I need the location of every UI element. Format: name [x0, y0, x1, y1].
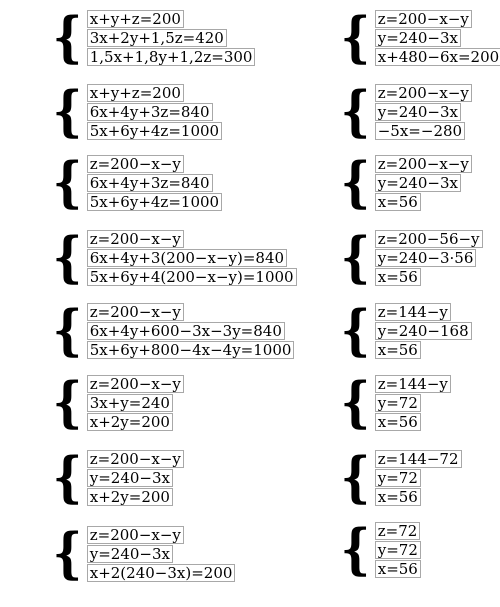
equation: 6x+4y+600−3x−3y=840	[87, 322, 285, 340]
equation-list	[87, 526, 236, 583]
brace-icon: {	[52, 78, 83, 143]
brace-icon: {	[340, 149, 371, 214]
right-system-2	[338, 78, 472, 143]
left-system-7	[50, 444, 184, 509]
equation-list	[375, 84, 472, 141]
brace-icon: {	[52, 224, 83, 289]
equation-list	[375, 230, 483, 287]
equation: z=144−y	[375, 303, 451, 321]
equation: 3x+2y+1,5z=420	[87, 29, 227, 47]
brace-icon: {	[52, 4, 83, 69]
equation: x+2y=200	[87, 488, 173, 506]
equation: y=72	[375, 394, 421, 412]
right-system-3	[338, 149, 472, 214]
equation: z=200−x−y	[87, 230, 184, 248]
equation: z=200−x−y	[375, 84, 472, 102]
equation: z=200−x−y	[87, 375, 184, 393]
equation-list	[375, 155, 472, 212]
equation: y=72	[375, 469, 421, 487]
right-system-6	[338, 369, 451, 434]
equation: x=56	[375, 413, 421, 431]
brace-icon: {	[52, 297, 83, 362]
equation-list	[375, 303, 472, 360]
brace-icon: {	[52, 149, 83, 214]
equation: 5x+6y+4z=1000	[87, 122, 222, 140]
right-system-7	[338, 444, 462, 509]
equation-list	[87, 303, 295, 360]
left-system-3	[50, 149, 222, 214]
equation: 6x+4y+3z=840	[87, 103, 213, 121]
brace-icon: {	[52, 520, 83, 585]
brace-icon: {	[340, 4, 371, 69]
equation: y=240−3·56	[375, 249, 477, 267]
equation: 5x+6y+4(200−x−y)=1000	[87, 268, 297, 286]
equation: y=240−3x	[87, 545, 173, 563]
equation: z=200−x−y	[87, 526, 184, 544]
right-system-4	[338, 224, 483, 289]
brace-icon: {	[52, 444, 83, 509]
equation: z=200−x−y	[375, 10, 472, 28]
brace-icon: {	[340, 224, 371, 289]
left-system-1	[50, 4, 255, 69]
right-system-1	[338, 4, 500, 69]
equation: y=240−3x	[375, 103, 461, 121]
equation: z=200−x−y	[87, 155, 184, 173]
equation: x=56	[375, 560, 421, 578]
equation: 6x+4y+3(200−x−y)=840	[87, 249, 287, 267]
equation: x+2(240−3x)=200	[87, 564, 236, 582]
equation-list	[375, 450, 462, 507]
right-system-5	[338, 297, 472, 362]
equation-list	[375, 522, 421, 579]
equation: x+480−6x=200	[375, 48, 500, 66]
equation: −5x=−280	[375, 122, 465, 140]
equation-list	[87, 10, 256, 67]
brace-icon: {	[340, 516, 371, 581]
equation: 5x+6y+4z=1000	[87, 193, 222, 211]
left-system-6	[50, 369, 184, 434]
equation: x+2y=200	[87, 413, 173, 431]
equation-list	[87, 155, 222, 212]
left-system-5	[50, 297, 294, 362]
equation: 5x+6y+800−4x−4y=1000	[87, 341, 295, 359]
equation: z=72	[375, 522, 421, 540]
equation: z=200−56−y	[375, 230, 483, 248]
equation: x=56	[375, 193, 421, 211]
brace-icon: {	[340, 369, 371, 434]
brace-icon: {	[340, 297, 371, 362]
right-system-8	[338, 516, 421, 581]
equation: y=240−3x	[375, 174, 461, 192]
equation-list	[375, 375, 451, 432]
equation: z=200−x−y	[87, 450, 184, 468]
equation: y=240−3x	[87, 469, 173, 487]
brace-icon: {	[340, 78, 371, 143]
equation: z=200−x−y	[375, 155, 472, 173]
equation: z=144−72	[375, 450, 462, 468]
left-system-4	[50, 224, 297, 289]
equation-list	[87, 375, 184, 432]
equation-list	[87, 230, 297, 287]
left-system-8	[50, 520, 235, 585]
equation: 6x+4y+3z=840	[87, 174, 213, 192]
equation: z=144−y	[375, 375, 451, 393]
equation-list	[375, 10, 500, 67]
equation: 1,5x+1,8y+1,2z=300	[87, 48, 256, 66]
equation: z=200−x−y	[87, 303, 184, 321]
equation: y=240−168	[375, 322, 472, 340]
equation-list	[87, 450, 184, 507]
brace-icon: {	[340, 444, 371, 509]
equation: x+y+z=200	[87, 10, 184, 28]
equation: x=56	[375, 268, 421, 286]
equation: 3x+y=240	[87, 394, 173, 412]
brace-icon: {	[52, 369, 83, 434]
equation-list	[87, 84, 222, 141]
left-system-2	[50, 78, 222, 143]
equation: x=56	[375, 341, 421, 359]
equation: x=56	[375, 488, 421, 506]
equation: y=72	[375, 541, 421, 559]
equation: x+y+z=200	[87, 84, 184, 102]
equation: y=240−3x	[375, 29, 461, 47]
